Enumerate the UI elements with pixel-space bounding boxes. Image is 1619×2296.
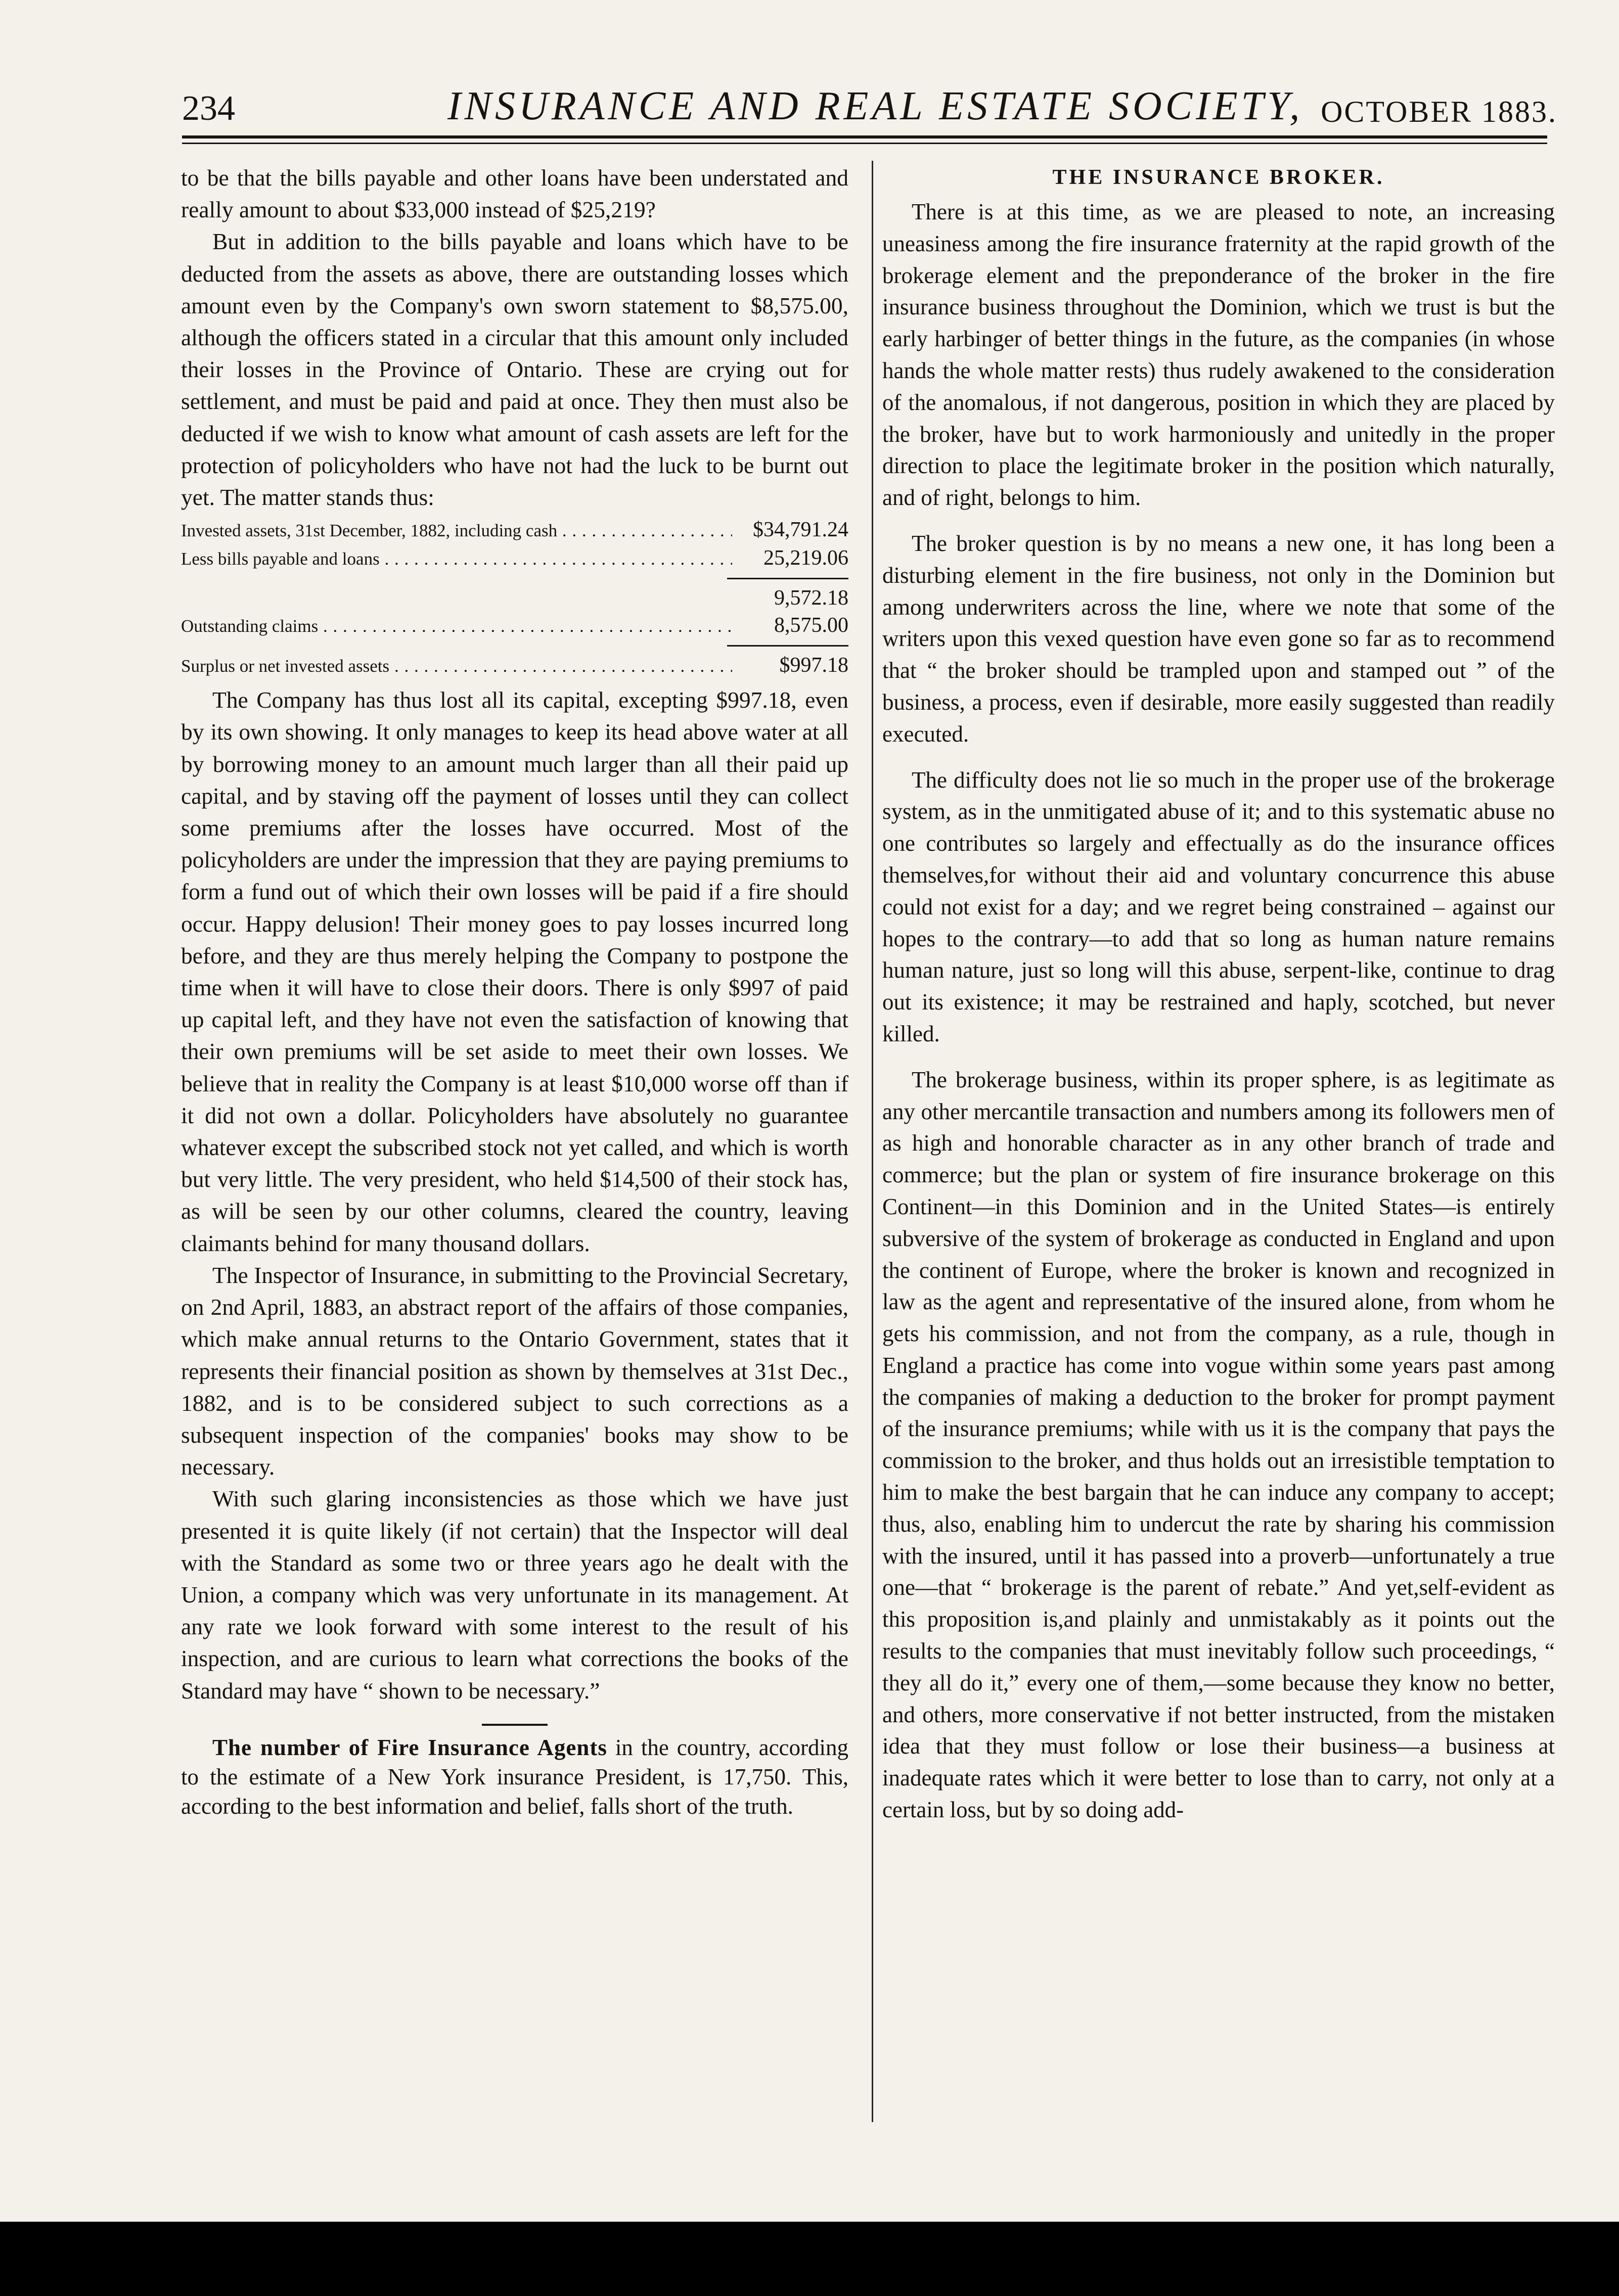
news-note	[181, 1733, 848, 1821]
ledger-row-claims	[181, 612, 848, 640]
ledger-amount: $997.18	[779, 654, 848, 677]
header-rule	[182, 135, 1547, 139]
financial-statement	[181, 516, 848, 680]
scan-border	[0, 2222, 1619, 2296]
page-header	[182, 83, 1567, 134]
ledger-rule	[727, 645, 848, 647]
article-title: THE INSURANCE BROKER.	[1052, 166, 1385, 189]
ledger-row-less	[181, 544, 848, 573]
ledger-amount: $34,791.24	[753, 518, 848, 542]
paragraph: With such glaring inconsistencies as those which we have just presented it is quite likely (if not certain) that the Inspector will deal with the Standard as some two or three years ago he dealt with the Union, a company which was very unfortunate in its management. At any rate we look forward with some interest to the result of his inspection, and are curious to learn what corrections the books of the Standard may have “ shown to be necessary.”	[181, 1486, 848, 1704]
ledger-amount: 8,575.00	[774, 614, 848, 637]
ledger-rule	[727, 578, 848, 579]
paragraph: The broker question is by no means a new one, it has long been a disturbing element in the fire business, not only in the Dominion but among underwriters across the line, where we note that some of the writers upon this vexed question have even gone so far as to recommend that “ the broker should be trampled upon and stamped out ” of the business, a process, even if desirable, more easily suggested than readily executed.	[882, 530, 1555, 747]
section-divider	[482, 1724, 548, 1726]
ledger-label: Outstanding claims . . .	[181, 613, 732, 640]
paragraph: The Inspector of Insurance, in submitting to the Provincial Secretary, on 2nd April, 1883, an abstract report of the affairs of those companies, which make annual returns to the Ontario Government, states that it represents their financial position as shown by themselves at 31st Dec., 1882, and is to be considered subject to such corrections as a subsequent inspection of the companies' books may show to be necessary.	[181, 1262, 848, 1480]
ledger-row-invested	[181, 516, 848, 544]
right-column	[882, 162, 1555, 1826]
header-rule-thin	[182, 143, 1547, 144]
ledger-amount: 25,219.06	[763, 546, 848, 570]
paragraph: The difficulty does not lie so much in the proper use of the brokerage system, as in the unmitigated abuse of it; and to this systematic abuse no one contributes so largely and effectually as do the insurance offices themselves,for without their aid and voluntary concurrence this abuse could not exist for a day; and we regret being constrained – against our hopes to the contrary—to add that so long as human nature remains human nature, just so long will this abuse, serpent-like, continue to drag out its existence; it may be restrained and haply, scotched, but never killed.	[882, 767, 1555, 1046]
journal-title: INSURANCE AND REAL ESTATE SOCIETY,	[447, 84, 1303, 128]
ledger-row-surplus	[181, 652, 848, 680]
paragraph: But in addition to the bills payable and loans which have to be deducted from the assets as above, there are outstanding losses which amount even by the Company's own sworn statement to $8,575.00, although the officers stated in a circular that this amount only included their losses in the Province of Ontario. These are crying out for settlement, and must be paid and paid at once. They then must also be deducted if we wish to know what amount of cash assets are left for the protection of policyholders who have not had the luck to be burnt out yet. The matter stands thus:	[181, 228, 848, 511]
left-column	[181, 162, 848, 1821]
paragraph: There is at this time, as we are pleased to note, an increasing uneasiness among the fire insurance fraternity at the rapid growth of the brokerage element and the preponderance of the broker in the fire insurance business throughout the Dominion, which we trust is but the early harbinger of better things in the future, as the companies (in whose hands the whole matter rests) thus rudely awakened to the consideration of the anomalous, if not dangerous, position in which they are placed by the broker, have but to work harmoniously and unitedly in the proper direction to place the legitimate broker in the position which naturally, and of right, belongs to him.	[882, 199, 1555, 511]
column-divider	[872, 161, 873, 2122]
ledger-subtotal: 9,572.18	[774, 586, 848, 610]
issue-date: OCTOBER 1883.	[1321, 95, 1557, 128]
news-note-lead: The number of Fire Insurance Agents	[212, 1734, 607, 1760]
paragraph: The Company has thus lost all its capital, excepting $997.18, even by its own showing. It only manages to keep its head above water at all by borrowing money to an amount much larger than all their paid up capital, and by staving off the payment of losses until they can collect some premiums after the losses have occurred. Most of the policyholders are under the impression that they are paying premiums to form a fund out of which their own losses will be paid if a fire should occur. Happy delusion! Their money goes to pay losses incurred long before, and they are thus merely helping the Company to postpone the time when it will have to close their doors. There is only $997 of paid up capital left, and they have not even the satisfaction of knowing that their own premiums will be set aside to meet their own losses. We believe that in reality the Company is at least $10,000 worse off than if it did not own a dollar. Policyholders have absolutely no guarantee whatever except the subscribed stock not yet called, and which is worth but very little. The very president, who held $14,500 of their stock has, as will be seen by our other columns, cleared the country, leaving claimants behind for many thousand dollars.	[181, 687, 848, 1256]
paragraph: The brokerage business, within its proper sphere, is as legitimate as any other mercantile transaction and numbers among its followers men of as high and honorable character as in any other branch of trade and commerce; but the plan or system of fire insurance brokerage on this Continent—in this Dominion and in the United States—is entirely subversive of the system of brokerage as conducted in England and upon the continent of Europe, where the broker is known and recognized in law as the agent and representative of the insured alone, from whom he gets his commission, and not from the company, as a rule, though in England a practice has come into vogue within some years past among the companies of making a deduction to the broker for prompt payment of the insurance premiums; while with us it is the company that pays the commission to the broker, and thus holds out an irresistible temptation to him to make the best bargain that he can induce any company to accept; thus, also, enabling him to undercut the rate by sharing his commission with the insured, until it has passed into a proverb—unfortunately a true one—that “ brokerage is the parent of rebate.” And yet,self-evident as this proposition is,and plainly and unmistakably as it points out the results to the companies that must inevitably follow such proceedings, “ they all do it,” every one of them,—some because they know no better, and others, more conservative if not better instructed, from the mistaken idea that they must follow or lose their business—a business at inadequate rates which it were better to lose than to carry, not only at a certain loss, but by so doing add-	[882, 1067, 1555, 1823]
ledger-label: Surplus or net invested assets . . .	[181, 653, 732, 680]
paragraph: to be that the bills payable and other loans have been understated and really amount to about $33,000 instead of $25,219?	[181, 165, 848, 223]
news-note-text: in the country, according to the estimate of a New York insurance President, is 17,750. This, according to the best information and belief, falls short of the truth.	[181, 1734, 848, 1819]
ledger-label: Invested assets, 31st December, 1882, including cash . . .	[181, 517, 732, 544]
ledger-label: Less bills payable and loans . . .	[181, 545, 732, 573]
page-number: 234	[182, 89, 235, 128]
